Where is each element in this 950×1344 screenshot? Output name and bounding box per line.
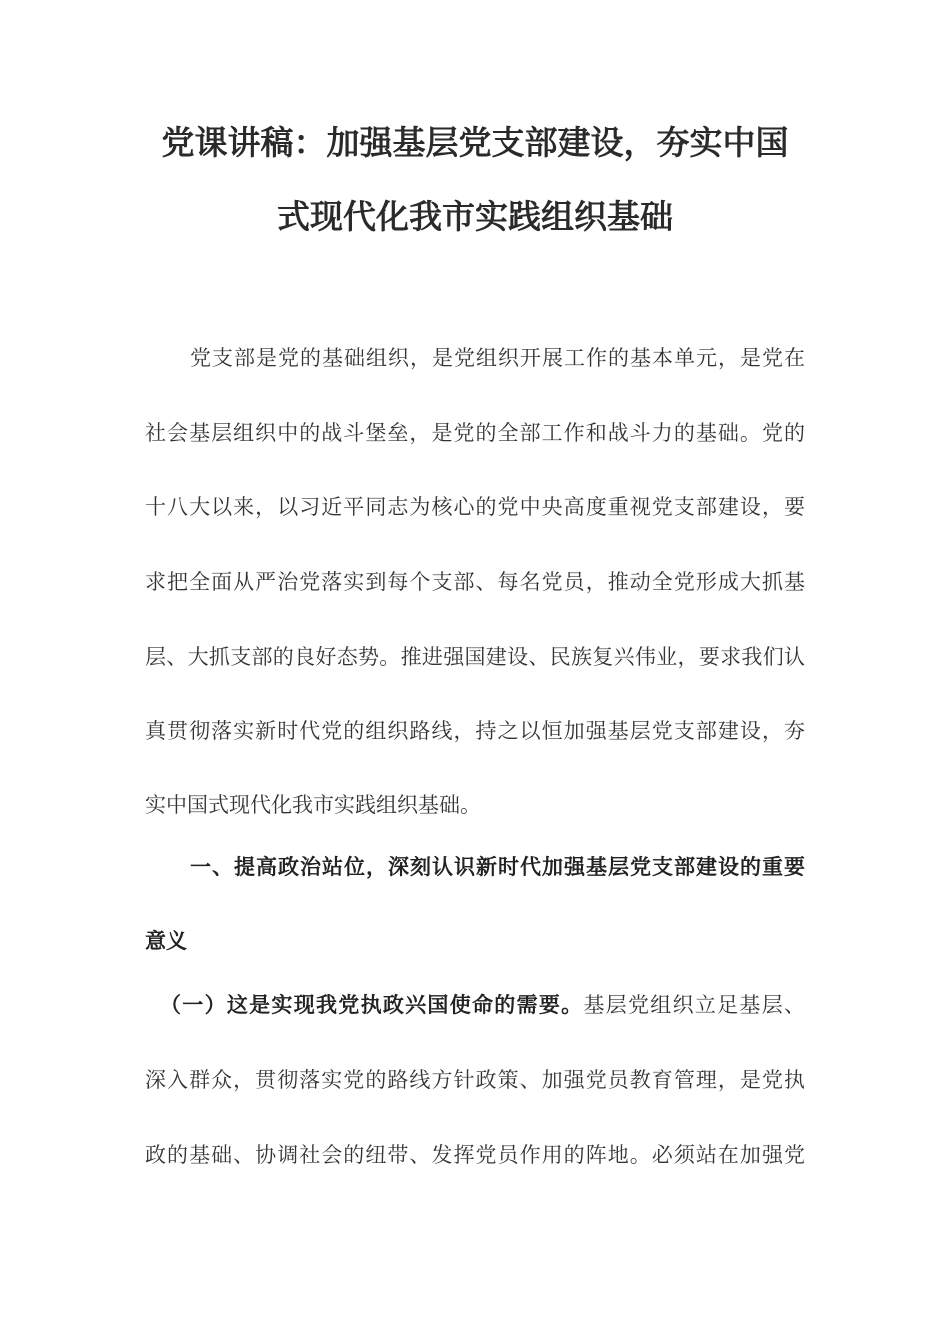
heading-line: 意义 <box>145 928 187 953</box>
heading-line: 一、提高政治站位，深刻认识新时代加强基层党支部建设的重要 <box>190 854 805 879</box>
text-span: 基层党组织立足基层、 <box>583 993 806 1017</box>
text-line: 层、大抓支部的良好态势。推进强国建设、民族复兴伟业，要求我们认 <box>145 645 805 669</box>
document-title-line-2: 式现代化我市实践组织基础 <box>277 197 673 236</box>
text-line: 实中国式现代化我市实践组织基础。 <box>145 793 481 817</box>
text-line: 十八大以来，以习近平同志为核心的党中央高度重视党支部建设，要 <box>145 495 805 519</box>
text-line: 真贯彻落实新时代党的组织路线，持之以恒加强基层党支部建设，夯 <box>145 719 805 743</box>
text-line: 政的基础、协调社会的纽带、发挥党员作用的阵地。必须站在加强党 <box>145 1143 805 1167</box>
text-line: 深入群众，贯彻落实党的路线方针政策、加强党员教育管理，是党执 <box>145 1068 805 1092</box>
text-line: 党支部是党的基础组织，是党组织开展工作的基本单元，是党在 <box>190 346 805 370</box>
document-title-line-1: 党课讲稿：加强基层党支部建设，夯实中国 <box>161 123 789 162</box>
text-line: 社会基层组织中的战斗堡垒，是党的全部工作和战斗力的基础。党的 <box>145 421 805 445</box>
subsection-lead: （一）这是实现我党执政兴国使命的需要。 <box>160 992 584 1017</box>
text-line: 求把全面从严治党落实到每个支部、每名党员，推动全党形成大抓基 <box>145 570 805 594</box>
text-line <box>160 990 805 1020</box>
